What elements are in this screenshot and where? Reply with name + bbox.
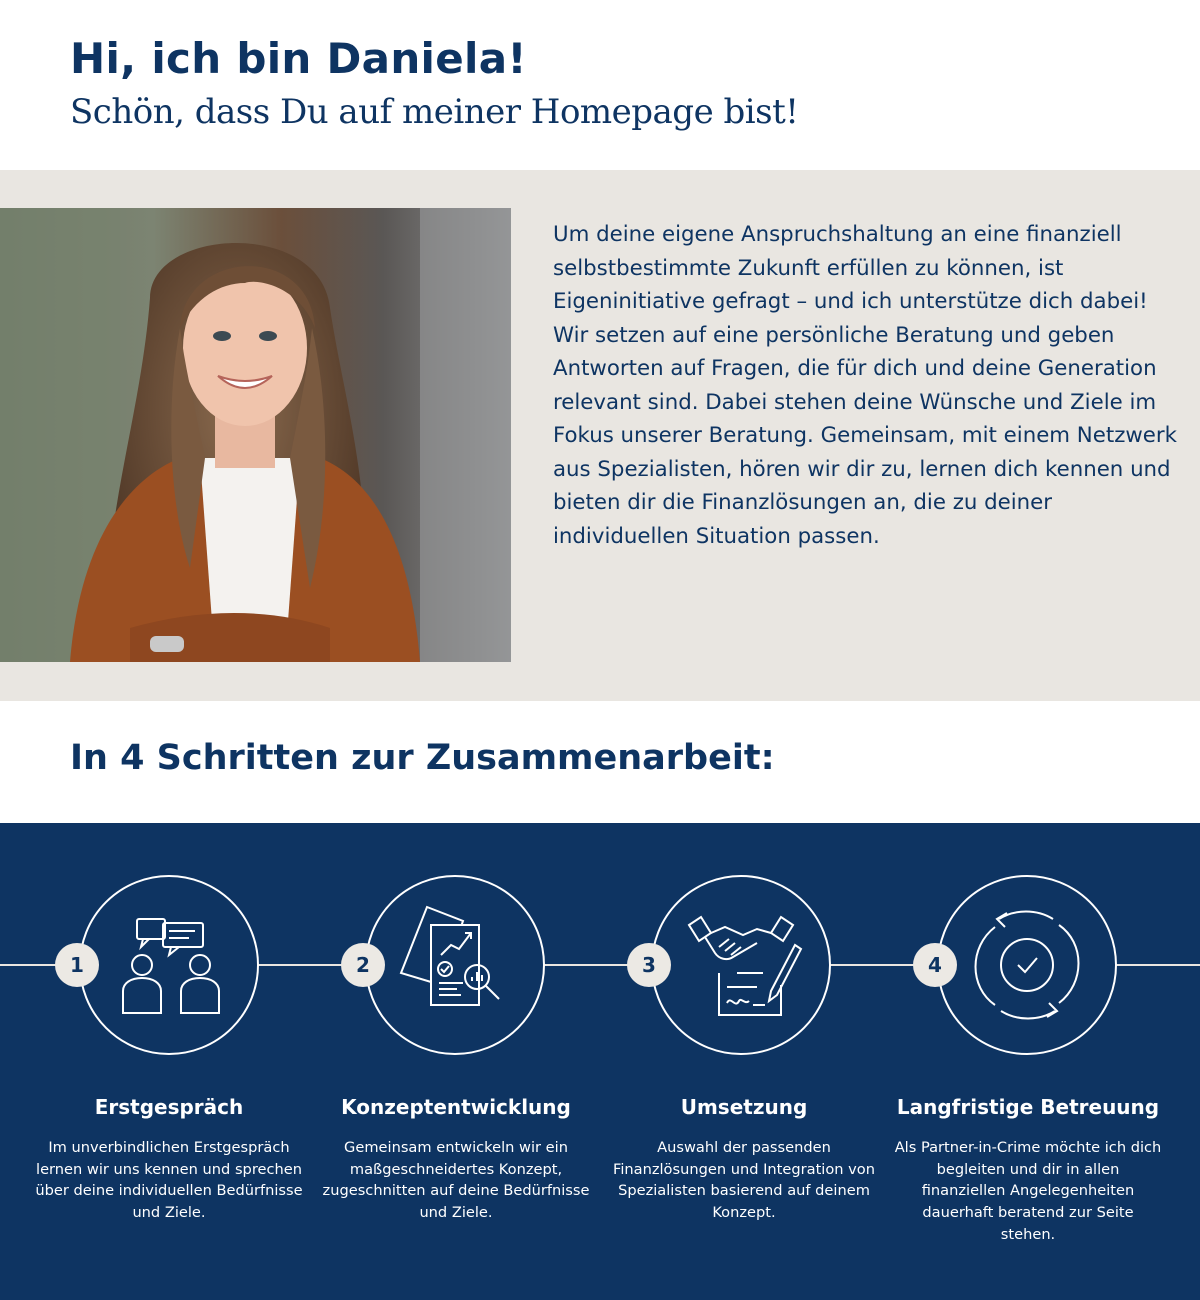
step-1-number: 1 bbox=[55, 943, 99, 987]
step-4-number: 4 bbox=[913, 943, 957, 987]
conversation-icon bbox=[81, 877, 257, 1053]
handshake-contract-icon bbox=[653, 877, 829, 1053]
step-2-title: Konzeptentwicklung bbox=[341, 1095, 571, 1119]
step-4-title: Langfristige Betreuung bbox=[896, 1095, 1160, 1119]
step-1-circle bbox=[79, 875, 259, 1055]
step-4-circle bbox=[937, 875, 1117, 1055]
about-paragraph-1: Um deine eigene Anspruchshaltung an eine finanziell selbstbestimmte Zukunft erfüllen zu können, ist Eigeninitiative gefragt – und ich unterstütze dich dabei! bbox=[553, 222, 1148, 314]
step-2-description: Gemeinsam entwickeln wir ein maßgeschneidertes Konzept, zugeschnitten auf deine Bedürfnisse und Ziele. bbox=[322, 1139, 590, 1222]
about-section bbox=[0, 170, 1200, 701]
step-4-description: Als Partner-in-Crime möchte ich dich begleiten und dir in allen finanziellen Angelegenheiten dauerhaft beratend zur Seite stehen. bbox=[894, 1139, 1162, 1243]
step-1-description: Im unverbindlichen Erstgespräch lernen wir uns kennen und sprechen über deine individuellen Bedürfnisse und Ziele. bbox=[35, 1139, 303, 1222]
steps-heading: In 4 Schritten zur Zusammenarbeit: bbox=[70, 738, 775, 778]
about-text bbox=[553, 218, 1183, 553]
step-3-circle bbox=[651, 875, 831, 1055]
step-3-title: Umsetzung bbox=[680, 1095, 808, 1119]
step-1-title: Erstgespräch bbox=[94, 1095, 244, 1119]
cycle-check-icon bbox=[939, 877, 1115, 1053]
hero-section bbox=[0, 0, 1200, 170]
page-subtitle: Schön, dass Du auf meiner Homepage bist! bbox=[70, 92, 799, 132]
portrait-photo bbox=[0, 208, 511, 662]
step-2-circle bbox=[365, 875, 545, 1055]
steps-section bbox=[0, 823, 1200, 1300]
about-paragraph-2: Wir setzen auf eine persönliche Beratung und geben Antworten auf Fragen, die für dich und deine Generation relevant sind. Dabei stehen deine Wünsche und Ziele im Fokus unserer Beratung. Gemeinsam, mit einem Netzwerk aus Spezialisten, hören wir dir zu, lernen dich kennen und bieten dir die Finanzlösungen an, die zu deiner individuellen Situation passen. bbox=[553, 322, 1177, 549]
page-title: Hi, ich bin Daniela! bbox=[70, 34, 527, 83]
step-2-number: 2 bbox=[341, 943, 385, 987]
report-analysis-icon bbox=[367, 877, 543, 1053]
step-3-number: 3 bbox=[627, 943, 671, 987]
step-3-description: Auswahl der passenden Finanzlösungen und Integration von Spezialisten basierend auf deinem Konzept. bbox=[613, 1139, 875, 1222]
